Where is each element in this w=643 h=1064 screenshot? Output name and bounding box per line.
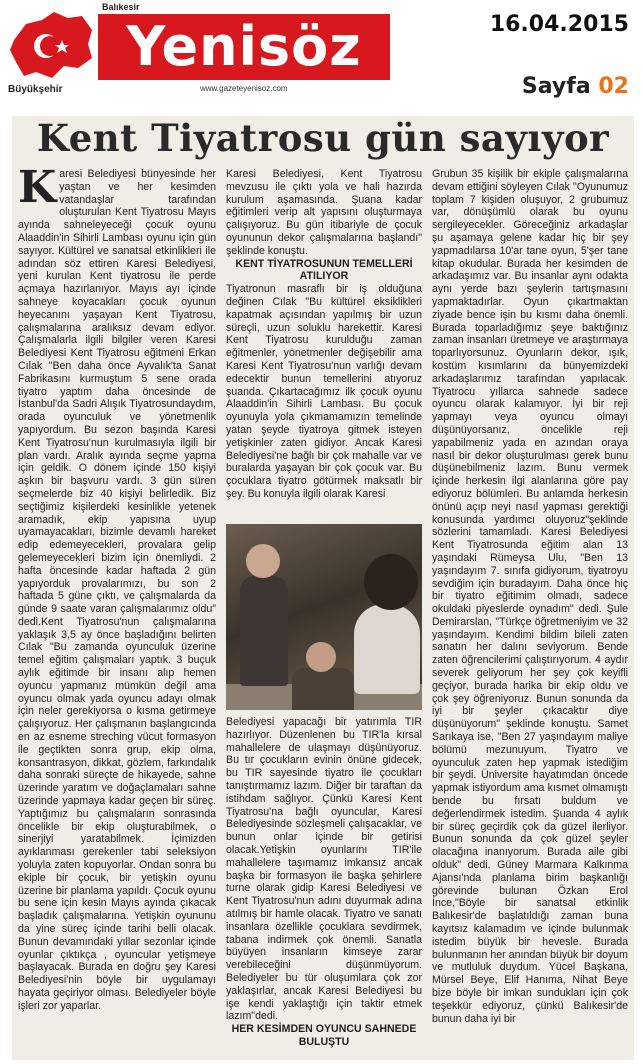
brand-city: Büyükşehir — [8, 84, 63, 95]
brand-subtitle: Balıkesir — [102, 2, 140, 12]
section-subhead-foundations: KENT TİYATROSUNUN TEMELLERİ ATILIYOR — [235, 257, 413, 283]
section-subhead-actors: HER KESİMDEN OYUNCU SAHNEDE BULUŞTU — [231, 1023, 417, 1048]
balikesir-map-logo-icon — [8, 10, 94, 82]
page-label: Sayfa — [521, 74, 591, 99]
article-column-2-bottom — [226, 716, 422, 1058]
issue-date: 16.04.2015 — [489, 12, 629, 37]
masthead — [0, 0, 643, 110]
column-1-paragraph — [18, 168, 216, 1013]
article-column-2-top — [226, 168, 422, 522]
rehearsal-photo — [226, 524, 422, 710]
column-2-text: Tiyatronun masraflı bir iş olduğuna değinen Cılak "Bu kültürel eksiklikleri kapatmak açısından yapılmış bir uzun süreçli, uzun soluklu harekettir. Karesi Kent Tiyatrosu kurulduğu zaman eğitmenler, yönetmenler değişebilir ama Karesi Kent Tiyatrosu'nun varlığı devam edecektir bunun temellerini atıyoruz şuanda. Çıkartacağımız ilk çocuk oyunu Alaaddin'in Sihirli Lambası. Bu çocuk oyunuyla yola çıkmamamızın temelinde yatan şeyde tiyatroya gitmek isteyen yetişkinler zaten gidiyor. Ancak Karesi Belediyesi'ne bağlı bir çok mahalle var ve buralarda yaşayan bir çok çocuk var. Bu çocuklara tiyatro götürmek maksatlı bir şey. Bu konuyla ilgili olarak Karesi — [226, 283, 422, 500]
article-column-3 — [432, 168, 628, 1058]
page-number-value: 02 — [598, 74, 629, 99]
brand-logo: Yenisöz — [98, 14, 390, 80]
column-2-after-photo: Belediyesi yapacağı bir yatırımla TIR hazırlıyor. Düzenlenen bu TIR'la kırsal mahallelere de ulaşmayı düşünüyoruz. Bu tır çocukların evinin önüne gidecek, bu TIR sayesinde tiyatro ile çocukları tanıştırmamız lazım. Diğer bir taraftan da istihdam sağlıyor. Çünkü Karesi Kent Tiyatrosu'na bağlı oyuncular, Karesi Belediyesinde sözleşmeli çalışacaklar, ve bunun onlar içinde bir getirisi olacak.Yetişkin oyunlarını TIR'ile mahallelere taşımamız imkansız ancak başka bir formasyon ile başka şehirlere turne olarak gidip Karesi Belediyesi ve Kent Tiyatrosu'nun adını duyurmak adına atılmış bir hamle olacak. Tiyatro ve sanatı insanlara özellikle çocuklara sevdirmek, tabana indirmek çok önemli. Sanatla büyüyen insanların kimseye zarar verebileceğini düşünmüyorum. Belediyeler bu tür oluşumlara çok zor yaklaşırlar, ancak Karesi Belediyesi bu işe kendi yaklaştığı için taktir etmek lazım"dedi. — [226, 716, 422, 1023]
column-1-text: aresi Belediyesi bünyesinde her yaştan ve her kesimden vatandaşlar tarafından oluşturulan Kent Tiyatrosu Mayıs ayında sahneleyeceği çocuk oyunu Alaaddin'in Sihirli Lambası oyunu için gün sayıyor. Kültürel ve sanatsal etkinlikleri ile adından söz ettiren Karesi Belediyesi, yeni kurulan Kent tiyatrosu ile perde açmaya hazırlanıyor. Mayıs ayı içinde sahneye koyacakları çocuk oyunun heyecanını yaşayan Kent Tiyatrosu, çalışmalarına aralıksız devam ediyor. Çalışmalarla ilgili bilgiler veren Karesi Belediyesi Kent Tiyatrosu eğitmeni Erkan Cılak "Ben daha önce Ayvalık'ta Sanat Fabrikasını kurmuştum 5 sene orada tiyatro yaptım daha öncesinde de İstanbul'da Sadri Alışık Tiyatrosundaydım, orada oyunculuk ve yönetmenlik yapıyordum. Bu sezon başında Karesi Kent Tiyatrosu'nun kurulmasıyla ilgili bir plan vardı. Aralık ayında seçme yapma için geldik. O dönem içinde 150 kişiyi aşkın bir başvuru vardı. 3 gün süren seçmelerde biz 40 kişiyi belirledik. Biz seçtiğimiz kişilerdeki kesinlikle yetenek aramadık, ekip yapısına uyup uyamayacakları, bizimle devamlı hareket edip edemeyecekleri, provalara gelip gelemeyecekleri bizim için önemliydi. 2 hafta öncesinde kadar haftada 2 gün yapıyorduk provalarımızı, bu son 2 haftada 5 güne çıktı, ve çalışmalarda da günde 9 saate varan çalışmalarımız oldu" dedi.Kent Tiyatrosu'nun çalışmalarına yaklaşık 3,5 ay önce başladığını belirten Cılak "Bu zamanda oyunculuk üzerine temel eğitim çalışmaları yaptık. 3 buçuk aylık eğitimde bir insanı alıp hemen oyuncu yapmanız mümkün değil ama oyuncu olmak yada oyuncu adayı olmak için neler gerekiyorsa o kısma getirmeye çalışıyoruz. Her çalışmanın başlangıcında en az esneme streching vücut formasyon ile geçtikten sonra grup, ekip olma, konsantrasyon, dikkat, gözlem, farkındalık daha sonraki süreçte de hikayede, sahne üzerinde yaratım ve doğaçlamaları sahne üzerinde yapmaya kadar geçen bir süreç. Yaptığımız bu çalışmaların sonrasında öncelikle bir ekip oluşturabilmek, o sinerjiyi yaratabilmek. İçimizden ayıklanması gerekenler tabi seleksiyon yoluyla zaten kopuyorlar. Ondan sonra bu ekiple bir çocuk, bir yetişkin oyunu üzerine bir planlama yapıldı. Çocuk oyunu bu sene için kesin Mayıs ayında çıkacak başladık çalışmalarına. Yetişkin oyununu da yine süreç içinde tarihi belli olacak. Bunun devamındaki yıllar sezonlar içinde oyunlar çıktıkça , oyuncular yetişmeye başlayacak. Burada en doğru şey Karesi Belediyesi'nin böyle bir uygulamayı hayata geçiriyor olması. Belediyeler böyle işleri zor yaparlar. — [18, 168, 216, 1012]
article-headline: Kent Tiyatrosu gün sayıyor — [36, 116, 610, 160]
news-clipping — [12, 116, 634, 1060]
brand-url: www.gazeteyenisoz.com — [200, 84, 288, 93]
drop-cap: K — [18, 168, 57, 213]
article-column-1 — [18, 168, 216, 1058]
column-2-intro: Karesi Belediyesi, Kent Tiyatrosu mevzusu ile çıktı yola ve hali hazırda kurulum aşamasında. Şuana kadar eğitimleri verip alt yapısını oluşturmaya çalışıyoruz. Bu gün itibariyle de çocuk oyununun dekor çalışmalarına başlandı" şeklinde konuştu. — [226, 168, 422, 257]
page-number — [522, 74, 629, 99]
column-3-text: Grubun 35 kişilik bir ekiple çalışmalarına devam ettiğini söyleyen Cılak "Oyunumuz toplam 7 kişiden oluşuyor, 2 grubumuz var, dönüşümlü olarak bu oyunu sergileyecekler. Göreceğiniz arkadaşlar şu aşamaya gelene kadar hiç bir şey yapmadılarsa 10'ar tane oyun, 5'şer tane kitap okudular. Burada her kesimden de arkadaşımız var. Bu insanlar aynı odakta aynı yerde bazı şeylerin tartışmasını yapmaktadırlar. Oyun çıkartmaktan ziyade bence işin bu kısmı daha önemli. Burada toparladığımız şeye baktığınız zaman insanları üretmeye ve araştırmaya toparlıyorsunuz. Oyunların dekor, ışık, kostüm kısımlarını da bünyemizdeki arkadaşlarımız tarafından yapılacak. Tiyatrocu yıllarca sahnede sadece oyuncu olarak kalamıyor. İyi bir reji yapmayı veya oyuncu olmayı düşünüyorsanız, öncelikle reji yapabilmeniz yada en azından oraya nasıl bir dekor oluşturulması gerek bunu düşünebilmeniz lazım. Bunu vermek içinde herkesin ilgi alanlarına göre pay ediyoruz bölümleri. Bu anlamda herkesin önünü açıp neyi nasıl yapması gerektiği konusunda yardımcı oluyoruz"şeklinde sözlerini tamamladı. Karesi Belediyesi Kent Tiyatrosunda eğitim alan 13 yaşındaki Rümeysa Ulu, "Ben 13 yaşındayım 7. sınıfa gidiyorum, tiyatroyu sevdiğim için buradayım. Daha önce hiç bir tiyatro eğitimim olmadı, sadece okuldaki piyeslerde oynadım" dedi. Şule Demirarslan, "Türkçe öğretmeniyim ve 32 yaşındayım. Kendimi bildim bileli zaten sanatın her dalını seviyorum. Bende zaten öğrencilerimi çalıştırıyorum. 4 aydır severek geliyorum her şey çok keyifli geçiyor, burada harika bir ekip oldu ve çok şey öğreniyoruz. Bunun sonunda da iyi bir şeyler çıkacaktır diye düşünüyorum" şeklinde konuştu. Samet Sarıkaya ise, "Ben 27 yaşındayım maliye bölümü mezunuyum. Tiyatro ve oyunculuk zaten hep yapmak istediğim bir şeydi. Üniversite hayatımdan öncede yapmak istiyordum ama kısmet olmamıştı bende bu fırsatı buldum ve değerlendirmek istedim. Şuanda 4 aylık bir süreç geçirdik çok da güzel ilerliyor. Bunun sonunda da çok güzel şeyler olacağına inanıyorum. Burada aile gibi olduk" dedi. Güney Marmara Kalkınma Ajansı'nda planlama birim başkanlığı görevinde bulunan Özkan Erol İnce,"Böyle bir sanatsal etkinlik Balıkesir'de başlatıldığı zaman buna kayıtsız kalamadım ve içinde bulunmak istedim büyük bir hevesle. Burada bulunmanın her anından büyük bir doyum ve mutluluk duydum. Yücel Başkana, Mürsel Beye, Elif Hanıma, Nihat Beye bize böyle bir imkan sundukları için çok teşekkür ediyoruz, çünkü Balıkesir'de bunun daha iyi bir — [432, 168, 628, 1025]
